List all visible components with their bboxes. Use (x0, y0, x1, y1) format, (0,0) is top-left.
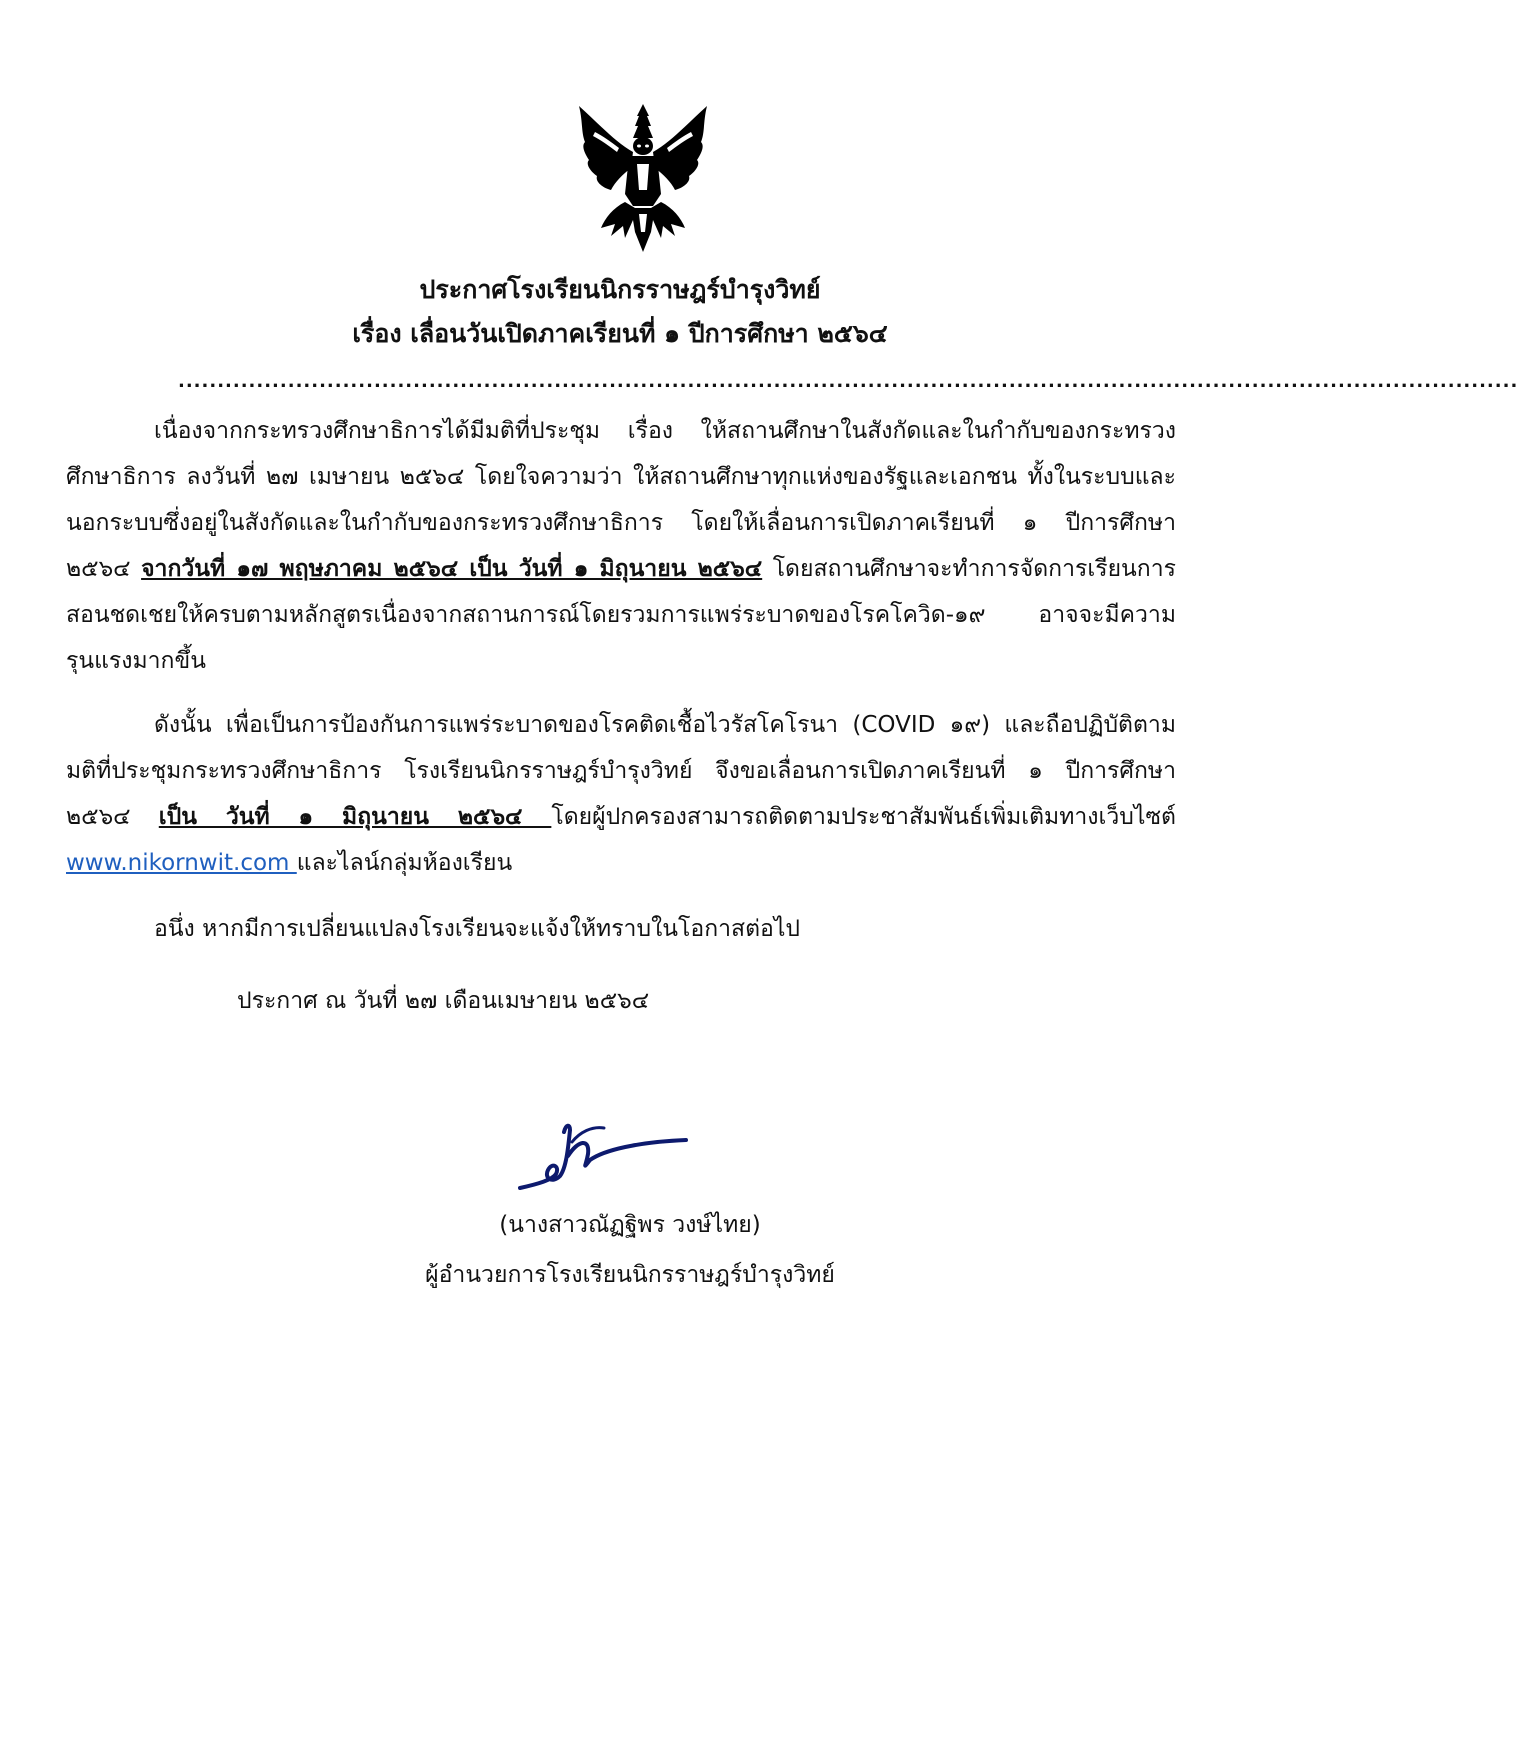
website-link[interactable]: www.nikornwit.com (66, 850, 297, 876)
document-title: ประกาศโรงเรียนนิกรราษฎร์บำรุงวิทย์ (419, 275, 821, 304)
paragraph-1 (66, 408, 1176, 684)
paragraph-1-date-change: จากวันที่ ๑๗ พฤษภาคม ๒๕๖๔ เป็น วันที่ ๑ มิถุนายน ๒๕๖๔ (141, 556, 763, 582)
handwritten-signature-icon (508, 1110, 698, 1200)
paragraph-2-new-date: เป็น วันที่ ๑ มิถุนายน ๒๕๖๔ (158, 804, 552, 830)
document-subject: เรื่อง เลื่อนวันเปิดภาคเรียนที่ ๑ ปีการศึกษา ๒๕๖๔ (352, 319, 888, 348)
paragraph-2 (66, 702, 1176, 886)
announce-date: ประกาศ ณ วันที่ ๒๗ เดือนเมษายน ๒๕๖๔ (237, 988, 650, 1014)
paragraph-3: อนึ่ง หากมีการเปลี่ยนแปลงโรงเรียนจะแจ้งให้ทราบในโอกาสต่อไป (154, 916, 800, 942)
garuda-emblem-icon (575, 102, 711, 256)
paragraph-1-text-a: เนื่องจากกระทรวงศึกษาธิการได้มีมติที่ประชุม เรื่อง ให้สถานศึกษาในสังกัดและในกำกับของกระทรวงศึกษาธิการ ลงวันที่ ๒๗ เมษายน ๒๕๖๔ โดยใจความว่า ให้สถานศึกษาทุกแห่งของรัฐและเอกชน ทั้งในระบบและนอกระบบซึ่งอยู่ในสังกัดและในกำกับของกระทรวงศึกษาธิการ โดยให้เลื่อนการเปิดภาคเรียนที่ ๑ ปีการศึกษา ๒๕๖๔ (66, 418, 1176, 582)
paragraph-1-text-c: โดยสถานศึกษาจะทำการจัดการเรียนการสอนชดเชยให้ครบตามหลักสูตรเนื่องจากสถานการณ์โดยรวมการแพร่ระบาดของโรคโควิด-๑๙ อาจจะมีความรุนแรงมากขึ้น (66, 556, 1176, 674)
signer-name: (นางสาวณัฏฐิพร วงษ์ไทย) (499, 1212, 761, 1238)
paragraph-2-text-a: ดังนั้น เพื่อเป็นการป้องกันการแพร่ระบาดของโรคติดเชื้อไวรัสโคโรนา (COVID ๑๙) และถือปฏิบัติตามมติที่ประชุมกระทรวงศึกษาธิการ โรงเรียนนิกรราษฎร์บำรุงวิทย์ จึงขอเลื่อนการเปิดภาคเรียนที่ ๑ ปีการศึกษา ๒๕๖๔ (66, 712, 1176, 830)
separator-line: ........................................................................................................................................................................... (178, 371, 1518, 392)
signer-position: ผู้อำนวยการโรงเรียนนิกรราษฎร์บำรุงวิทย์ (425, 1262, 835, 1288)
paragraph-2-text-d: และไลน์กลุ่มห้องเรียน (296, 850, 513, 876)
paragraph-2-text-c: โดยผู้ปกครองสามารถติดตามประชาสัมพันธ์เพิ่มเติมทางเว็บไซต์ (551, 804, 1176, 830)
